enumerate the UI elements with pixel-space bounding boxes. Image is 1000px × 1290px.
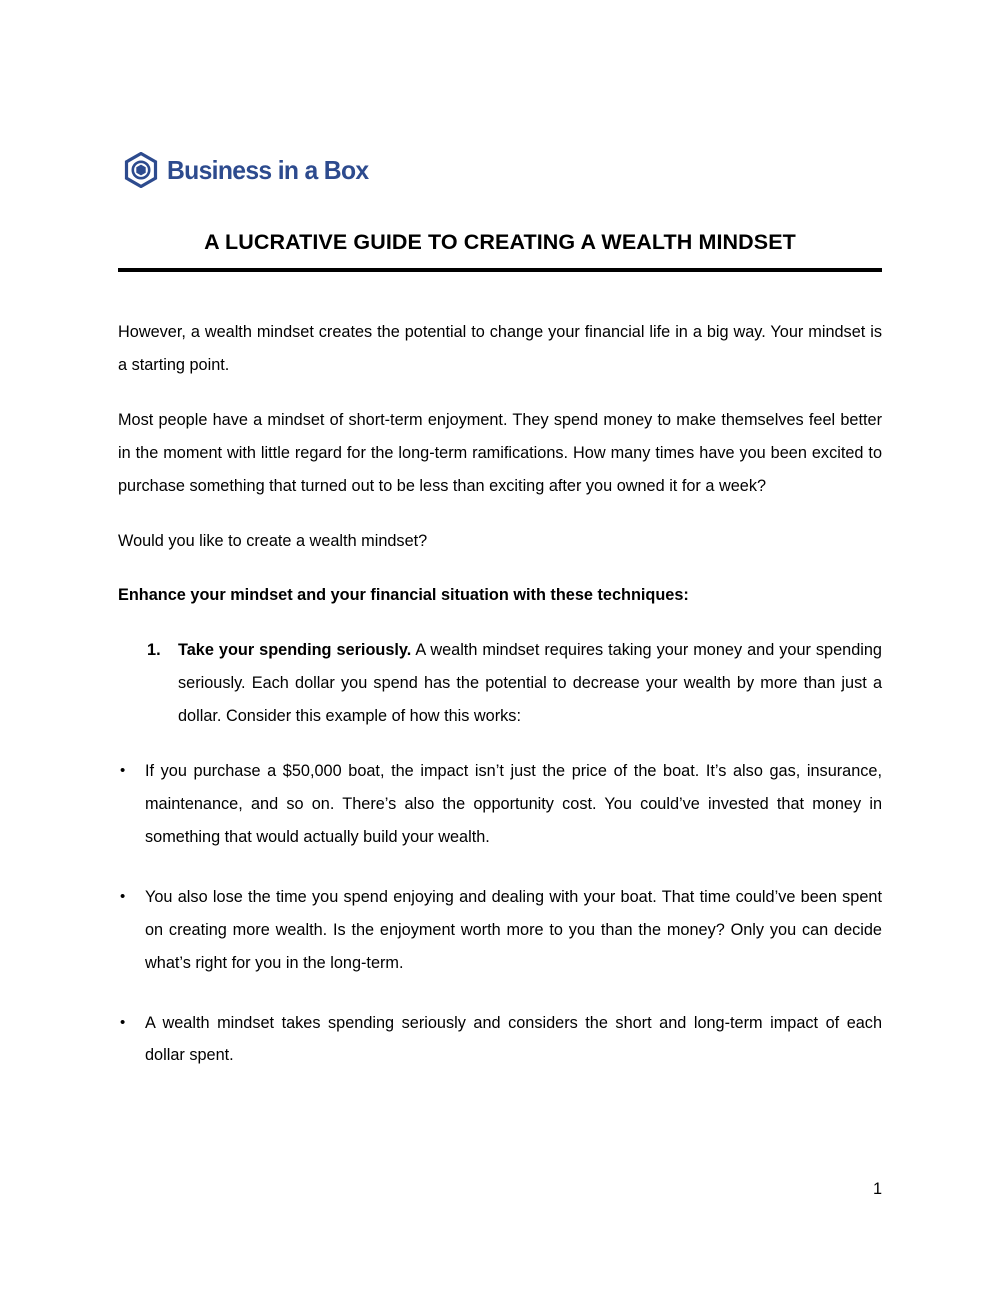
hexagon-logo-icon xyxy=(124,152,158,188)
bullet-list xyxy=(118,755,882,1072)
list-item-lead: Take your spending seriously. xyxy=(178,641,412,660)
section-heading: Enhance your mindset and your financial situation with these techniques: xyxy=(118,586,689,605)
paragraph-1: However, a wealth mindset creates the potential to change your financial life in a big way. Your mindset is a starting point. xyxy=(118,323,882,374)
page-title: A LUCRATIVE GUIDE TO CREATING A WEALTH MINDSET xyxy=(204,230,796,254)
paragraph-2: Most people have a mindset of short-term enjoyment. They spend money to make themselves feel better in the moment with little regard for the long-term ramifications. How many times have you been excited to purchase something that turned out to be less than exciting after you owned it for a week? xyxy=(118,410,882,495)
numbered-list xyxy=(118,634,882,733)
title-divider xyxy=(118,268,882,272)
list-item: • A wealth mindset takes spending seriously and considers the short and long-term impact of each dollar spent. xyxy=(118,1007,882,1073)
list-item: • If you purchase a $50,000 boat, the impact isn’t just the price of the boat. It’s also gas, insurance, maintenance, and so on. There’s also the opportunity cost. You could’ve invested that money in something that would actually build your wealth. xyxy=(118,755,882,854)
list-item xyxy=(118,634,882,733)
page-number: 1 xyxy=(872,1180,882,1198)
paragraph-3: Would you like to create a wealth mindset? xyxy=(118,531,428,550)
document-body xyxy=(118,316,882,1072)
brand-logo-text: Business in a Box xyxy=(167,155,369,185)
list-item-text: A wealth mindset requires taking your money and your spending seriously. Each dollar you spend has the potential to decrease your wealth by more than just a dollar. Consider this example of how this works: xyxy=(178,641,882,726)
brand-logo xyxy=(124,152,379,188)
list-item: • You also lose the time you spend enjoying and dealing with your boat. That time could’ve been spent on creating more wealth. Is the enjoyment worth more to you than the money? Only you can decide what’s right for you in the long-term. xyxy=(118,881,882,980)
